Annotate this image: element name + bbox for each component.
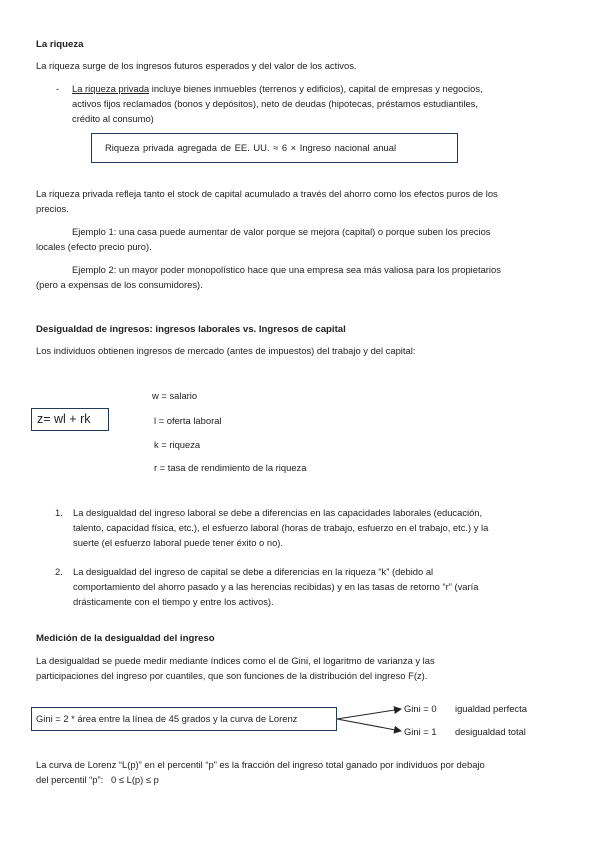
- gini-0-value: Gini = 0: [404, 703, 437, 714]
- definition-r: r = tasa de rendimiento de la riqueza: [154, 462, 307, 473]
- example2-line-2: (pero a expensas de los consumidores).: [36, 279, 203, 290]
- list-item-1-line-3: suerte (el esfuerzo laboral puede tener éxito o no).: [73, 537, 284, 548]
- lorenz-line-2: del percentil “p”: 0 ≤ L(p) ≤ p: [36, 774, 159, 785]
- medicion-intro-line-2: participaciones del ingreso por cuantiles, que son funciones de la distribución del ingreso F(z).: [36, 670, 428, 681]
- bullet-line-3: crédito al consumo): [72, 113, 154, 124]
- bullet-line-2: activos fijos reclamados (bonos y depósitos), neto de deudas (hipotecas, préstamos estudiantiles,: [72, 98, 478, 109]
- definition-w: w = salario: [152, 390, 198, 401]
- list-item-1-line-1: La desigualdad del ingreso laboral se debe a diferencias en las capacidades laborales (educación,: [73, 507, 483, 518]
- arrow-to-gini-0: [337, 709, 401, 719]
- section-title-desigualdad: Desigualdad de ingresos: ingresos laborales vs. Ingresos de capital: [36, 324, 346, 335]
- definition-k: k = riqueza: [154, 439, 201, 450]
- list-item-1-line-2: talento, capacidad física, etc.), el esfuerzo laboral (horas de trabajo, esfuerzo en el trabajo, etc.) y la: [73, 522, 489, 533]
- riqueza-para-line-2: precios.: [36, 203, 69, 214]
- list-item-2-line-2: comportamiento del ahorro pasado y a las herencias recibidas) y en las tasas de retorno “r” (varía: [73, 581, 479, 592]
- riqueza-para-line-1: La riqueza privada refleja tanto el stock de capital acumulado a través del ahorro como los efectos puros de los: [36, 188, 498, 199]
- example1-line-2: locales (efecto precio puro).: [36, 241, 152, 252]
- list-number-2: 2.: [55, 566, 63, 577]
- list-number-1: 1.: [55, 507, 63, 518]
- list-item-2-line-1: La desigualdad del ingreso de capital se debe a diferencias en la riqueza “k” (debido al: [73, 566, 434, 577]
- gini-definition: Gini = 2 * área entre la línea de 45 grados y la curva de Lorenz: [36, 713, 298, 724]
- gini-1-meaning: desigualdad total: [455, 726, 526, 737]
- desigualdad-intro: Los individuos obtienen ingresos de mercado (antes de impuestos) del trabajo y del capital:: [36, 345, 416, 356]
- list-item-2-line-3: drásticamente con el tiempo y entre los activos).: [73, 596, 274, 607]
- section-title-riqueza: La riqueza: [36, 39, 84, 50]
- gini-0-meaning: igualdad perfecta: [455, 703, 527, 714]
- section-title-medicion: Medición de la desigualdad del ingreso: [36, 633, 215, 644]
- example1-line-1: Ejemplo 1: una casa puede aumentar de valor porque se mejora (capital) o porque suben los precios: [72, 226, 491, 237]
- formula-text: Riqueza privada agregada de EE. UU. ≈ 6 × Ingreso nacional anual: [105, 142, 397, 153]
- income-equation: z= wl + rk: [37, 412, 91, 426]
- medicion-intro-line-1: La desigualdad se puede medir mediante índices como el de Gini, el logaritmo de varianza y las: [36, 655, 435, 666]
- bullet-term: La riqueza privada: [72, 83, 150, 94]
- arrow-to-gini-1: [337, 719, 401, 731]
- gini-1-value: Gini = 1: [404, 726, 437, 737]
- bullet-line-1-rest: incluye bienes inmuebles (terrenos y edificios), capital de empresas y negocios,: [149, 83, 483, 94]
- lorenz-line-1: La curva de Lorenz “L(p)” en el percentil “p” es la fracción del ingreso total ganado por individuos por debajo: [36, 759, 485, 770]
- riqueza-intro: La riqueza surge de los ingresos futuros esperados y del valor de los activos.: [36, 60, 357, 71]
- example2-line-1: Ejemplo 2: un mayor poder monopolístico hace que una empresa sea más valiosa para los propietarios: [72, 264, 501, 275]
- definition-l: l = oferta laboral: [154, 415, 222, 426]
- bullet-marker: -: [56, 83, 60, 94]
